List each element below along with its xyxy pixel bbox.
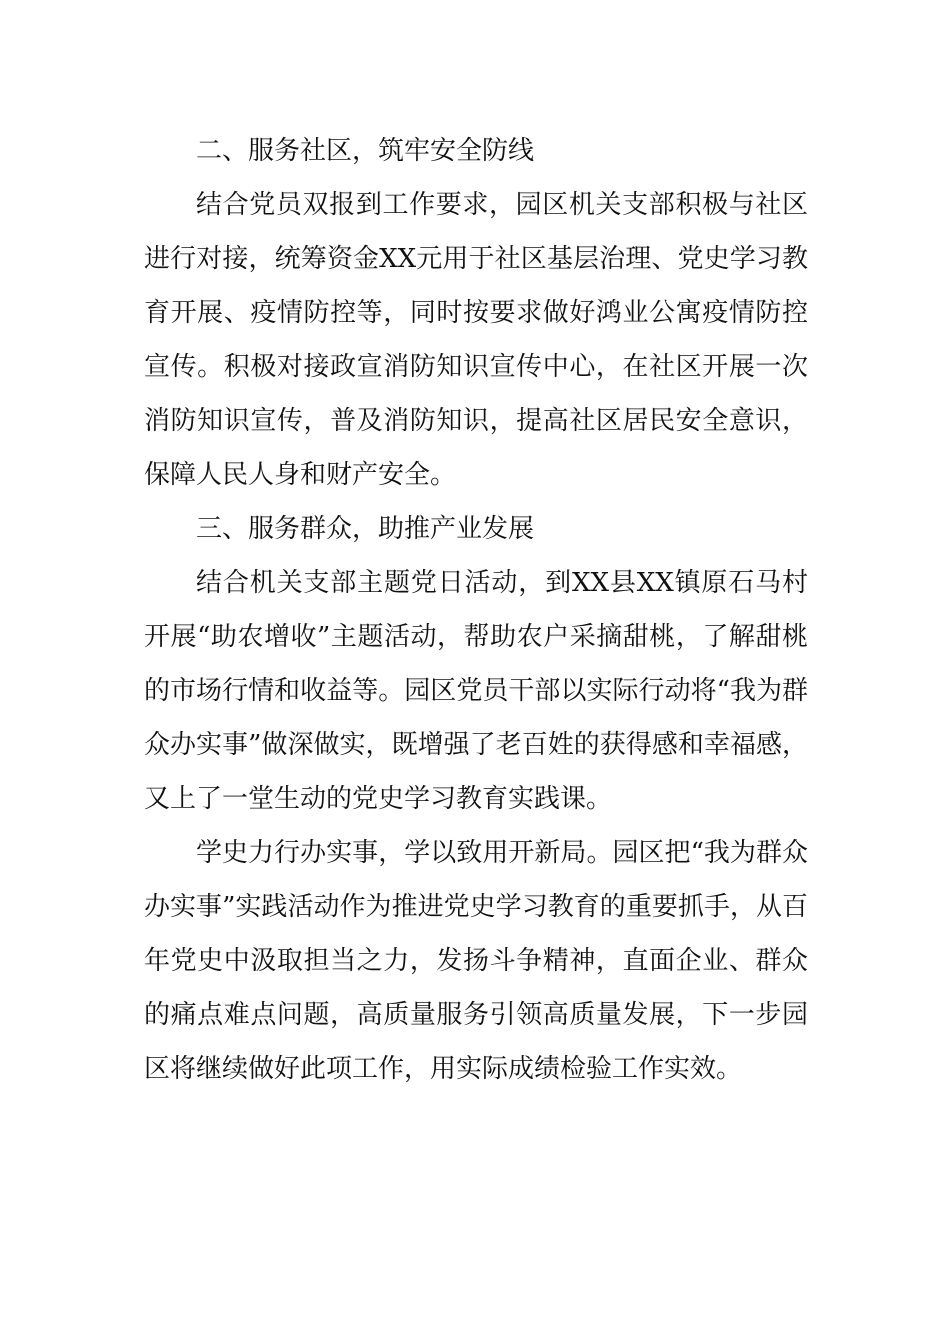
section-heading: 二、服务社区，筑牢安全防线 (196, 136, 535, 166)
document-body (144, 124, 808, 1096)
body-paragraph: 结合党员双报到工作要求，园区机关支部积极与社区进行对接，统筹资金XX元用于社区基层治理、党史学习教育开展、疫情防控等，同时按要求做好鸿业公寓疫情防控宣传。积极对接政宣消防知识宣传中心，在社区开展一次消防知识宣传，普及消防知识，提高社区居民安全意识，保障人民人身和财产安全。 (144, 190, 808, 490)
body-paragraph: 结合机关支部主题党日活动，到XX县XX镇原石马村开展“助农增收”主题活动，帮助农户采摘甜桃，了解甜桃的市场行情和收益等。园区党员干部以实际行动将“我为群众办实事”做深做实，既增强了老百姓的获得感和幸福感，又上了一堂生动的党史学习教育实践课。 (144, 568, 808, 814)
body-paragraph: 学史力行办实事，学以致用开新局。园区把“我为群众办实事”实践活动作为推进党史学习教育的重要抓手，从百年党史中汲取担当之力，发扬斗争精神，直面企业、群众的痛点难点问题，高质量服务引领高质量发展，下一步园区将继续做好此项工作，用实际成绩检验工作实效。 (144, 838, 808, 1084)
section-heading: 三、服务群众，助推产业发展 (196, 514, 535, 544)
